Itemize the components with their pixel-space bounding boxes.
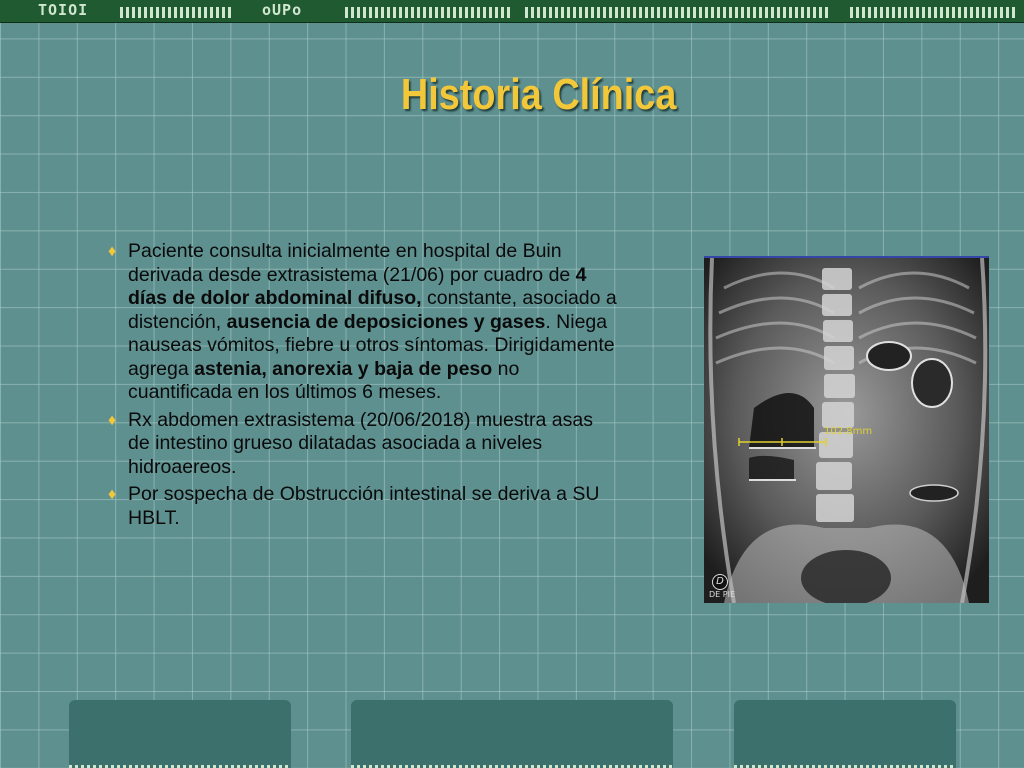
circuit-header-strip — [0, 0, 1024, 23]
circuit-text-left: TOIOI — [38, 1, 89, 19]
diamond-bullet-icon: ♦ — [108, 411, 117, 429]
bullet-text: Paciente consulta inicialmente en hospital de Buin derivada desde extrasistema (21/06) por cuadro de 4 días de dolor abdominal difuso, constante, asociado a distención, ausencia de deposiciones y gases. Niega nauseas vómitos, fiebre u otros síntomas. Dirigidamente agrega astenia, anorexia y baja de peso no cuantificada en los últimos 6 meses. — [128, 240, 617, 403]
circuit-pattern — [345, 5, 515, 16]
footer-tab-left — [69, 700, 291, 768]
footer-tab-center — [351, 700, 673, 768]
footer-tab-right — [734, 700, 956, 768]
bullet-text: Por sospecha de Obstrucción intestinal se deriva a SU HBLT. — [128, 483, 600, 529]
bullet-list — [108, 240, 618, 534]
slide-title: Historia Clínica — [400, 70, 677, 119]
diamond-bullet-icon: ♦ — [108, 486, 117, 503]
orientation-marker: D — [712, 574, 728, 590]
diamond-bullet-icon: ♦ — [108, 243, 117, 260]
abdominal-xray-image — [704, 256, 989, 603]
position-label: DE PIE — [709, 590, 735, 599]
circuit-pattern — [120, 5, 240, 16]
bullet-text: Rx abdomen extrasistema (20/06/2018) muestra asas de intestino grueso dilatadas asociada a niveles hidroaereos. — [128, 408, 593, 478]
bullet-item — [108, 409, 618, 480]
bullet-item — [108, 240, 618, 405]
measurement-label: 102.8mm — [824, 426, 873, 437]
circuit-pattern — [525, 5, 835, 16]
circuit-text-mid: oUPo — [262, 1, 303, 19]
circuit-pattern — [850, 5, 1020, 16]
bullet-item — [108, 483, 618, 530]
